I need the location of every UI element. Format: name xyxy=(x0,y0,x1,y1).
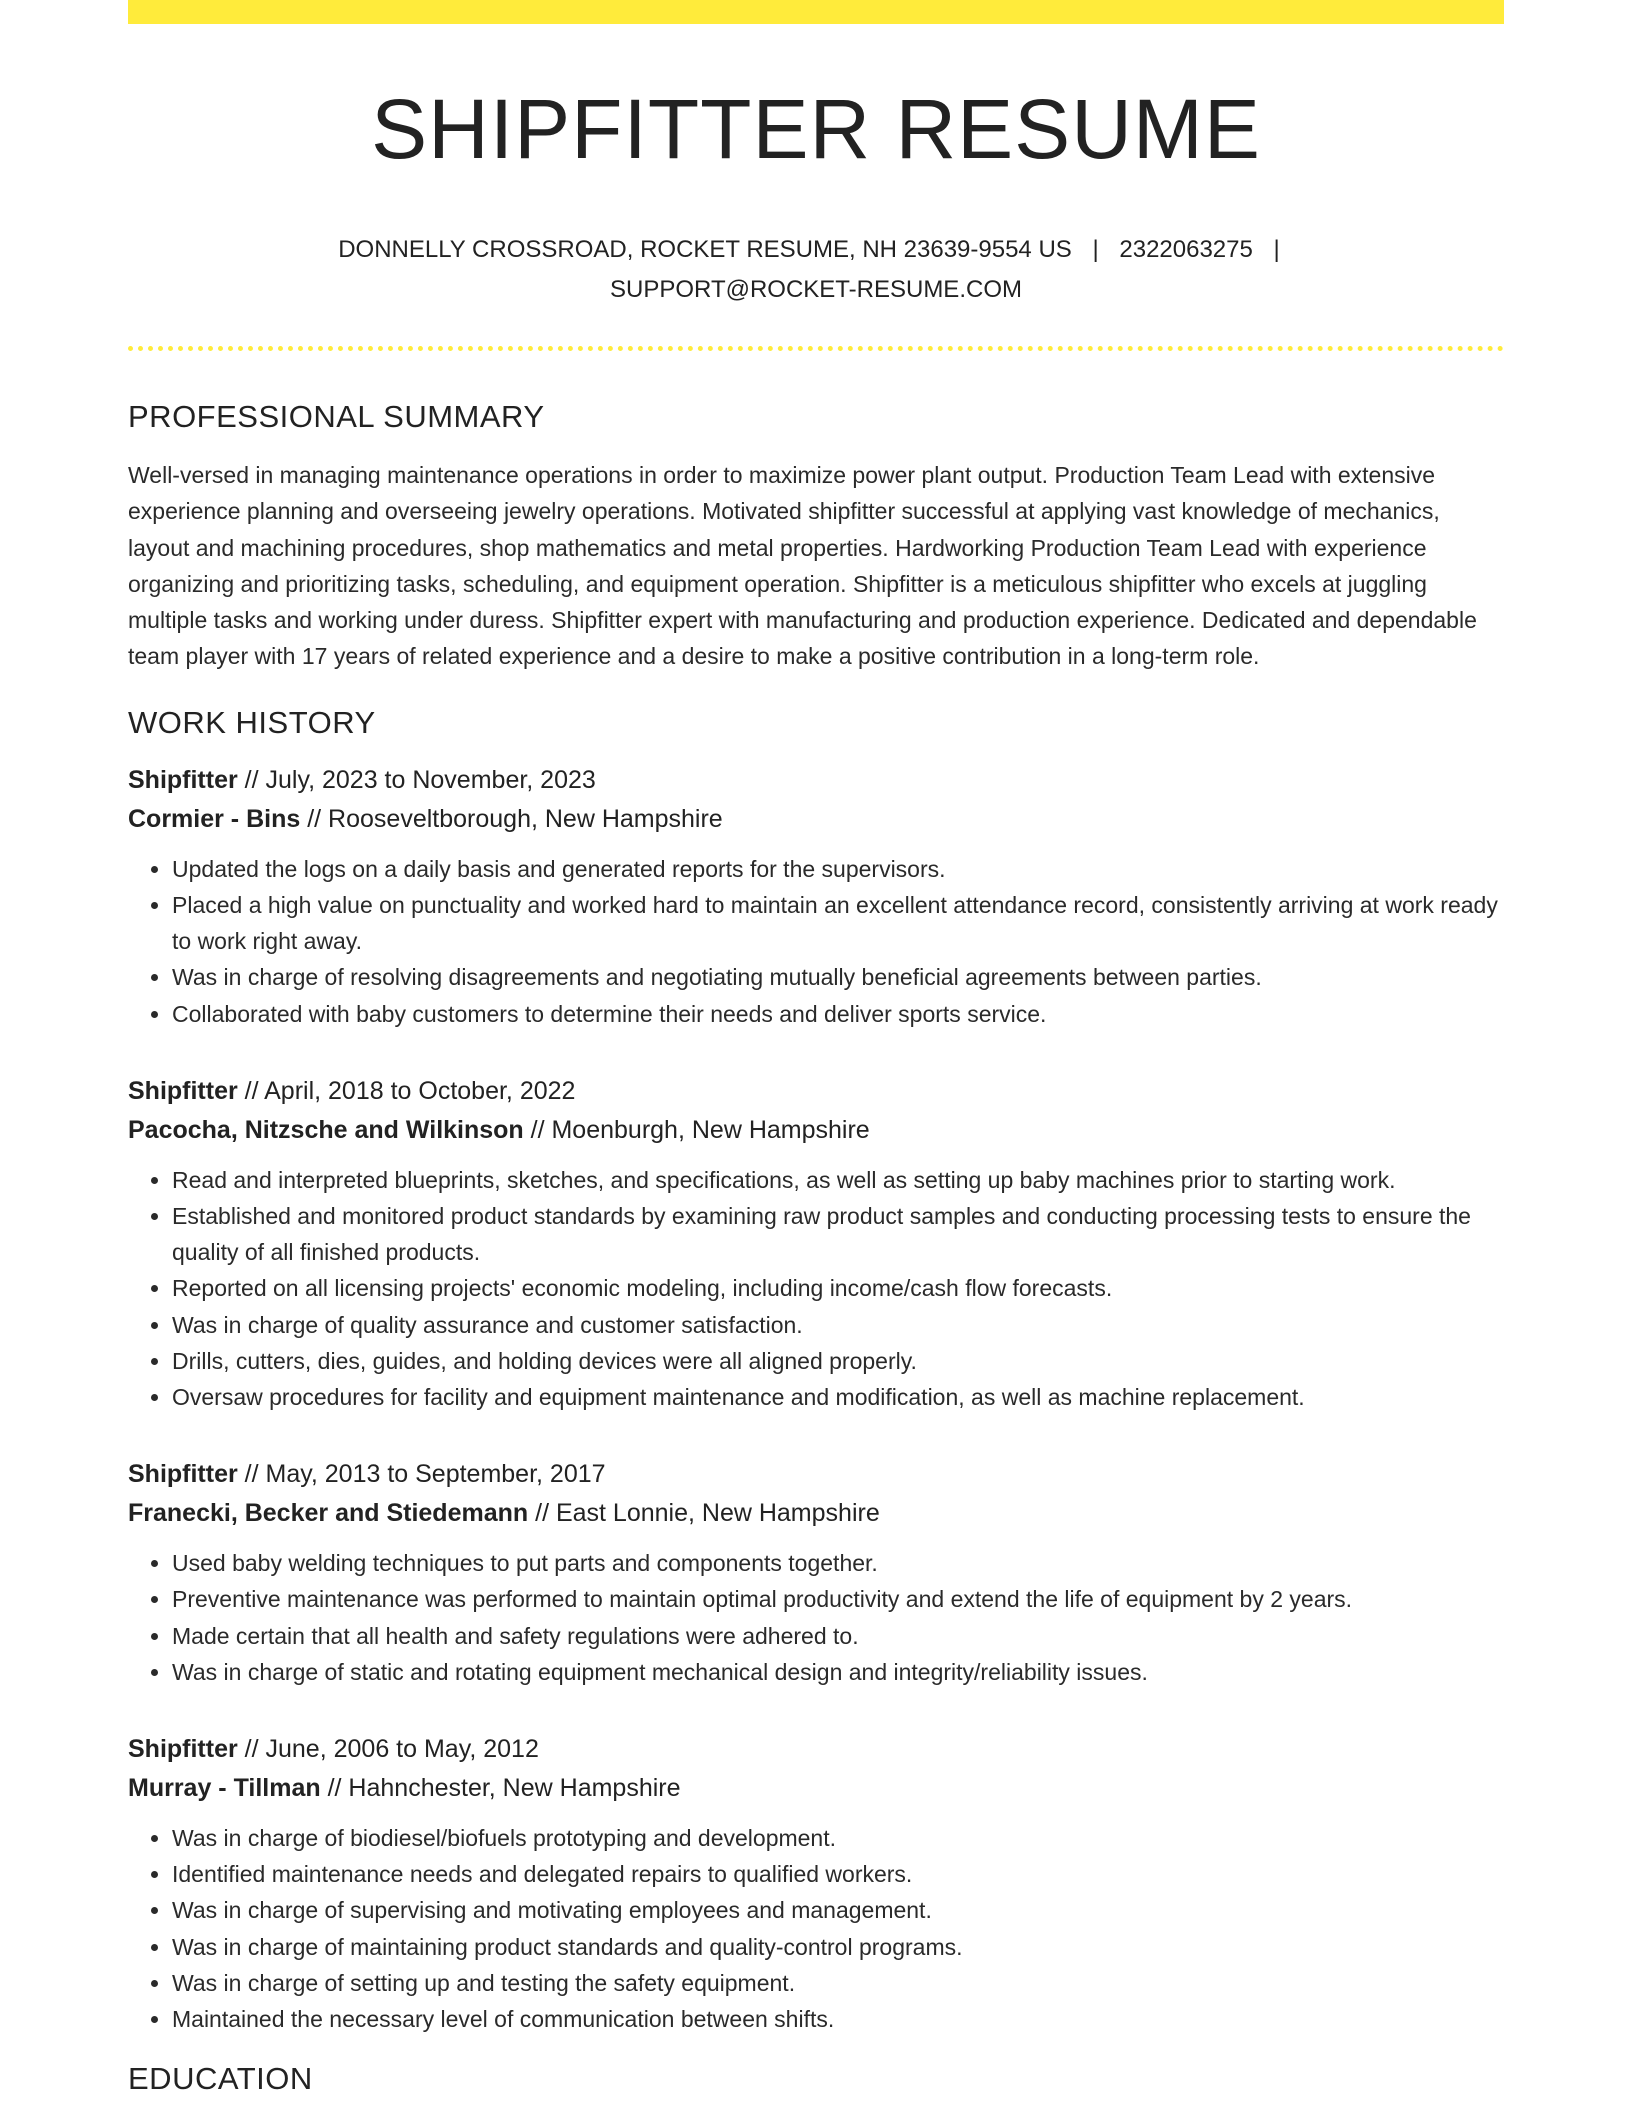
job-bullet: • Was in charge of supervising and motivating employees and management. xyxy=(172,1892,1504,1928)
job-title-line xyxy=(128,1072,1504,1111)
job-location: // Hahnchester, New Hampshire xyxy=(320,1774,681,1803)
job-bullets xyxy=(128,1545,1504,1690)
contact-line-1 xyxy=(128,230,1504,270)
job-location: // Moenburgh, New Hampshire xyxy=(523,1115,870,1144)
contact-line-2 xyxy=(128,270,1504,310)
job-dates: // July, 2023 to November, 2023 xyxy=(237,765,596,794)
job-title-line xyxy=(128,1455,1504,1494)
job-dates: // April, 2018 to October, 2022 xyxy=(237,1076,576,1105)
job-bullet: • Was in charge of static and rotating equipment mechanical design and integrity/reliability issues. xyxy=(172,1654,1504,1690)
job-entry xyxy=(128,1730,1504,2037)
company-name: Cormier - Bins xyxy=(128,804,301,833)
job-bullet: • Was in charge of quality assurance and customer satisfaction. xyxy=(172,1307,1504,1343)
job-company-line xyxy=(128,1494,1504,1533)
job-bullet: • Made certain that all health and safety regulations were adhered to. xyxy=(172,1618,1504,1654)
phone: 2322063275 xyxy=(1119,236,1253,263)
summary-text: Well-versed in managing maintenance operations in order to maximize power plant output. Production Team Lead with extensive experience planning and overseeing jewelry operations. Motivated shipfitter successful at applying vast knowledge of mechanics, layout and machining procedures, shop mathematics and metal properties. Hardworking Production Team Lead with experience organizing and prioritizing tasks, scheduling, and equipment operation. Shipfitter is a meticulous shipfitter who excels at juggling multiple tasks and working under duress. Shipfitter expert with manufacturing and production experience. Dedicated and dependable team player with 17 years of related experience and a desire to make a positive contribution in a long-term role. xyxy=(128,462,1477,670)
job-bullet: • Maintained the necessary level of communication between shifts. xyxy=(172,2001,1504,2037)
job-title: Shipfitter xyxy=(128,1735,238,1764)
job-bullet: • Oversaw procedures for facility and equipment maintenance and modification, as well as machine replacement. xyxy=(172,1379,1504,1415)
job-company-line xyxy=(128,1111,1504,1150)
company-name: Pacocha, Nitzsche and Wilkinson xyxy=(128,1115,524,1144)
job-title: Shipfitter xyxy=(128,1076,238,1105)
summary-heading: PROFESSIONAL SUMMARY xyxy=(128,399,545,434)
job-bullet: • Was in charge of maintaining product standards and quality-control programs. xyxy=(172,1929,1504,1965)
job-bullet: • Was in charge of biodiesel/biofuels prototyping and development. xyxy=(172,1820,1504,1856)
job-title: Shipfitter xyxy=(128,1460,238,1489)
dotted-divider xyxy=(128,346,1504,351)
company-name: Franecki, Becker and Stiedemann xyxy=(128,1499,529,1528)
job-bullets xyxy=(128,851,1504,1032)
separator: | xyxy=(1273,236,1280,263)
job-bullet: • Established and monitored product standards by examining raw product samples and conducting processing tests to ensure the quality of all finished products. xyxy=(172,1198,1504,1270)
contact-info xyxy=(128,230,1504,310)
job-bullet: • Was in charge of resolving disagreements and negotiating mutually beneficial agreements between parties. xyxy=(172,959,1504,995)
separator: | xyxy=(1092,236,1099,263)
work-history-list xyxy=(128,761,1504,2037)
resume-content xyxy=(128,0,1504,2099)
job-dates: // May, 2013 to September, 2017 xyxy=(237,1460,606,1489)
job-bullet: • Identified maintenance needs and delegated repairs to qualified workers. xyxy=(172,1856,1504,1892)
job-dates: // June, 2006 to May, 2012 xyxy=(237,1735,539,1764)
job-bullet: • Preventive maintenance was performed to maintain optimal productivity and extend the life of equipment by 2 years. xyxy=(172,1581,1504,1617)
job-bullet: • Placed a high value on punctuality and worked hard to maintain an excellent attendance record, consistently arriving at work ready to work right away. xyxy=(172,887,1504,959)
job-bullet: • Collaborated with baby customers to determine their needs and deliver sports service. xyxy=(172,996,1504,1032)
job-entry xyxy=(128,1455,1504,1690)
job-bullet: • Used baby welding techniques to put parts and components together. xyxy=(172,1545,1504,1581)
job-bullets xyxy=(128,1820,1504,2037)
address: DONNELLY CROSSROAD, ROCKET RESUME, NH 23639-9554 US xyxy=(338,236,1072,263)
job-title: Shipfitter xyxy=(128,765,238,794)
job-location: // Rooseveltborough, New Hampshire xyxy=(300,804,723,833)
job-bullet: • Reported on all licensing projects' economic modeling, including income/cash flow forecasts. xyxy=(172,1270,1504,1306)
job-bullet: • Was in charge of setting up and testing the safety equipment. xyxy=(172,1965,1504,2001)
job-company-line xyxy=(128,800,1504,839)
job-bullet: • Drills, cutters, dies, guides, and holding devices were all aligned properly. xyxy=(172,1343,1504,1379)
job-entry xyxy=(128,761,1504,1032)
company-name: Murray - Tillman xyxy=(128,1774,321,1803)
email: SUPPORT@ROCKET-RESUME.COM xyxy=(610,276,1022,303)
job-title-line xyxy=(128,761,1504,800)
job-bullets xyxy=(128,1162,1504,1415)
job-bullet: • Updated the logs on a daily basis and generated reports for the supervisors. xyxy=(172,851,1504,887)
work-history-heading: WORK HISTORY xyxy=(128,704,376,740)
job-location: // East Lonnie, New Hampshire xyxy=(528,1499,880,1528)
job-entry xyxy=(128,1072,1504,1415)
job-title-line xyxy=(128,1730,1504,1769)
job-company-line xyxy=(128,1769,1504,1808)
resume-title: SHIPFITTER RESUME xyxy=(371,82,1261,176)
job-bullet: • Read and interpreted blueprints, sketches, and specifications, as well as setting up baby machines prior to starting work. xyxy=(172,1162,1504,1198)
education-heading: EDUCATION xyxy=(128,2061,313,2097)
